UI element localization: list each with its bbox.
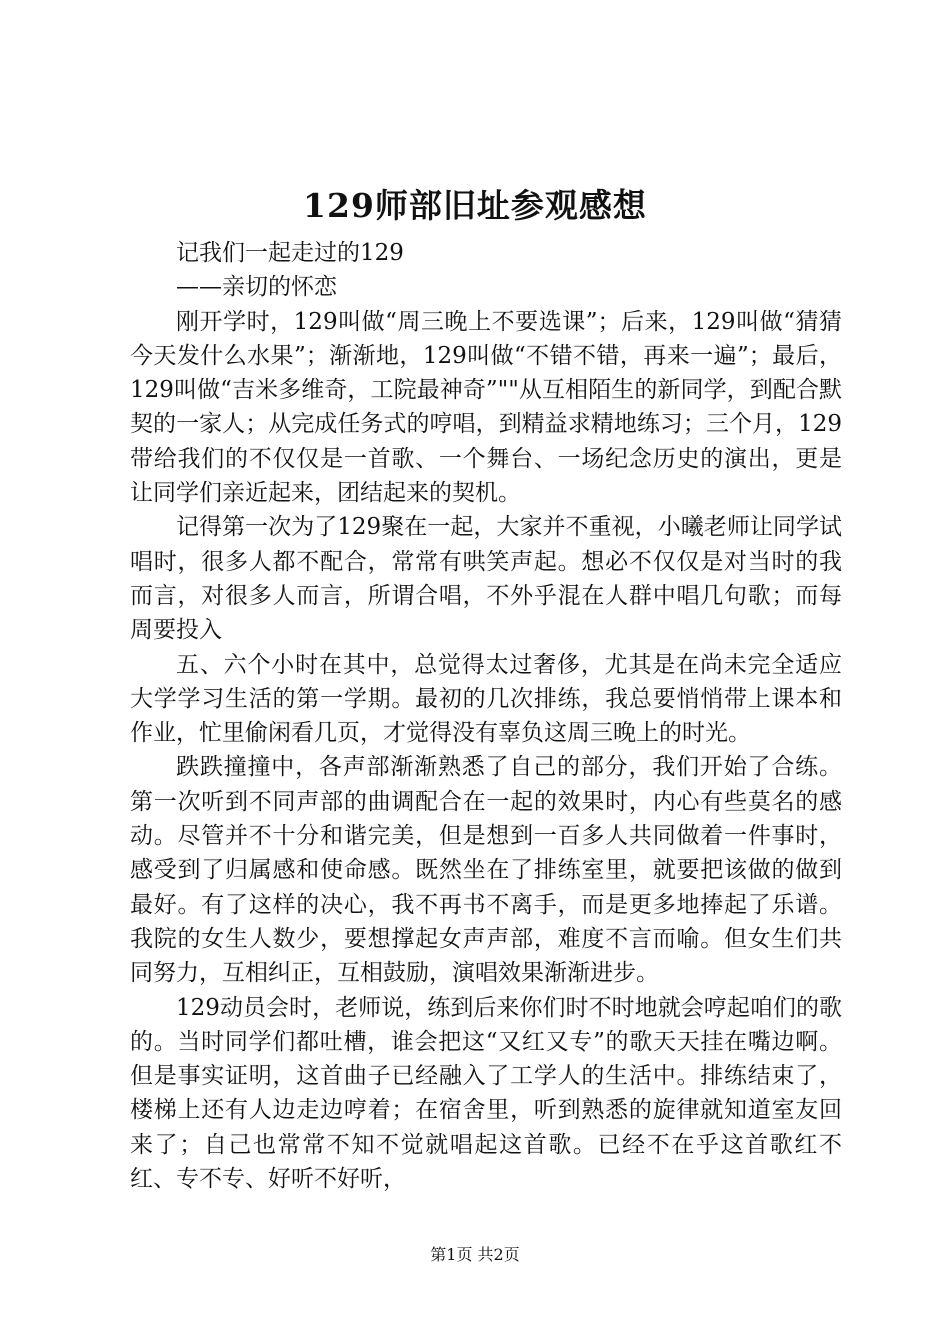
body-paragraph: 记得第一次为了129聚在一起，大家并不重视，小曦老师让同学试唱时，很多人都不配合，常常有哄笑声起。想必不仅仅是对当时的我而言，对很多人而言，所谓合唱，不外乎混在人群中唱几句歌；而每周要投入 (130, 514, 842, 644)
body-paragraph: 跌跌撞撞中，各声部渐渐熟悉了自己的部分，我们开始了合练。第一次听到不同声部的曲调配合在一起的效果时，内心有些莫名的感动。尽管并不十分和谐完美，但是想到一百多人共同做着一件事时，感受到了归属感和使命感。既然坐在了排练室里，就要把该做的做到最好。有了这样的决心，我不再书不离手，而是更多地捧起了乐谱。我院的女生人数少，要想撑起女声声部，难度不言而喻。但女生们共同努力，互相纠正，互相鼓励，演唱效果渐渐进步。 (130, 754, 842, 987)
subtitle-line: ——亲切的怀恋 (176, 274, 337, 301)
document-body (130, 236, 842, 1196)
body-paragraph: 129动员会时，老师说，练到后来你们时不时地就会哼起咱们的歌的。当时同学们都吐槽，谁会把这“又红又专”的歌天天挂在嘴边啊。但是事实证明，这首曲子已经融入了工学人的生活中。排练结束了，楼梯上还有人边走边哼着；在宿舍里，听到熟悉的旋律就知道室友回来了；自己也常常不知不觉就唱起这首歌。已经不在乎这首歌红不红、专不专、好听不好听， (130, 994, 842, 1193)
subtitle-line: 记我们一起走过的129 (176, 240, 404, 266)
page-number-footer: 第1页 共2页 (430, 1245, 520, 1264)
body-paragraph: 五、六个小时在其中，总觉得太过奢侈，尤其是在尚未完全适应大学学习生活的第一学期。最初的几次排练，我总要悄悄带上课本和作业，忙里偷闲看几页，才觉得没有辜负这周三晚上的时光。 (130, 651, 842, 747)
document-title: 129师部旧址参观感想 (303, 186, 647, 225)
body-paragraph: 刚开学时，129叫做“周三晚上不要选课”；后来，129叫做“猜猜今天发什么水果”；渐渐地，129叫做“不错不错，再来一遍”；最后，129叫做“吉米多维奇，工院最神奇”""从互相陌生的新同学，到配合默契的一家人；从完成任务式的哼唱，到精益求精地练习；三个月，129带给我们的不仅仅是一首歌、一个舞台、一场纪念历史的演出，更是让同学们亲近起来，团结起来的契机。 (130, 308, 842, 507)
